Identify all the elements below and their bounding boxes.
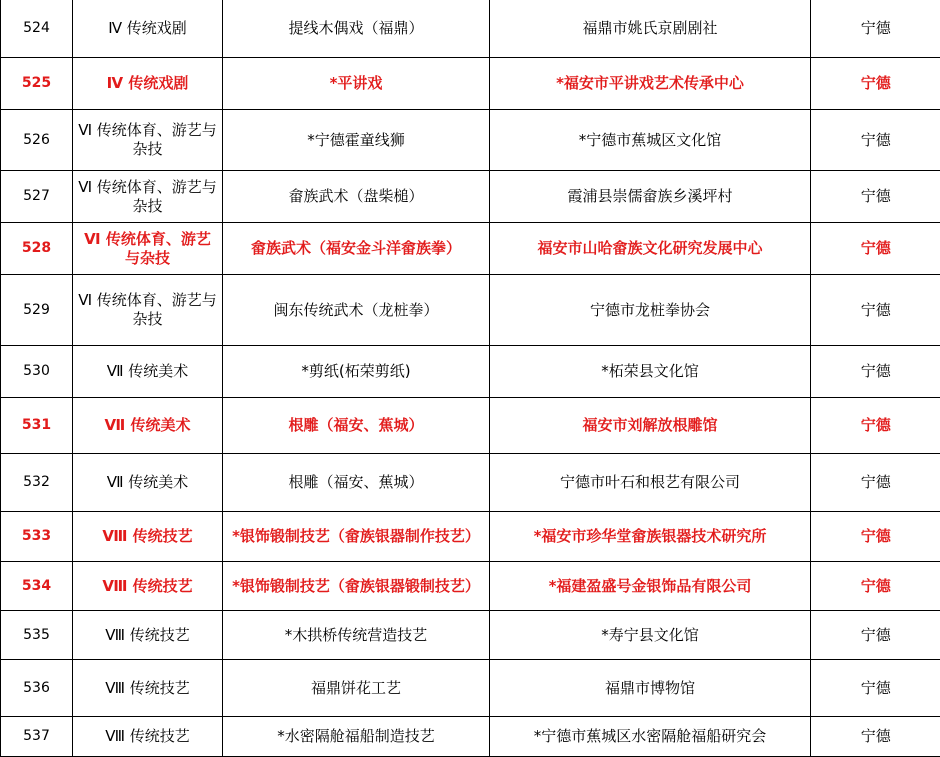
row-number: 527 bbox=[1, 171, 73, 223]
unit-cell: *寿宁县文化馆 bbox=[490, 611, 811, 660]
row-number: 537 bbox=[1, 717, 73, 757]
item-cell: 福鼎饼花工艺 bbox=[223, 660, 490, 717]
region-cell: 宁德 bbox=[811, 58, 940, 110]
category-cell: Ⅷ 传统技艺 bbox=[73, 562, 223, 611]
region-cell: 宁德 bbox=[811, 611, 940, 660]
category-cell: Ⅵ 传统体育、游艺与杂技 bbox=[73, 171, 223, 223]
table-row bbox=[1, 171, 940, 223]
category-cell: Ⅷ 传统技艺 bbox=[73, 512, 223, 562]
table-row bbox=[1, 512, 940, 562]
region-cell: 宁德 bbox=[811, 562, 940, 611]
item-cell: 根雕（福安、蕉城） bbox=[223, 398, 490, 454]
row-number: 533 bbox=[1, 512, 73, 562]
row-number: 525 bbox=[1, 58, 73, 110]
region-cell: 宁德 bbox=[811, 717, 940, 757]
table-row bbox=[1, 58, 940, 110]
category-cell: Ⅶ 传统美术 bbox=[73, 346, 223, 398]
item-cell: 根雕（福安、蕉城） bbox=[223, 454, 490, 512]
table-row bbox=[1, 346, 940, 398]
region-cell: 宁德 bbox=[811, 223, 940, 275]
category-cell: Ⅳ 传统戏剧 bbox=[73, 58, 223, 110]
region-cell: 宁德 bbox=[811, 110, 940, 171]
item-cell: *木拱桥传统营造技艺 bbox=[223, 611, 490, 660]
table-row bbox=[1, 0, 940, 58]
unit-cell: *福安市平讲戏艺术传承中心 bbox=[490, 58, 811, 110]
table-row bbox=[1, 717, 940, 757]
unit-cell: 福鼎市姚氏京剧剧社 bbox=[490, 0, 811, 58]
table-row bbox=[1, 223, 940, 275]
region-cell: 宁德 bbox=[811, 398, 940, 454]
table-row bbox=[1, 275, 940, 346]
region-cell: 宁德 bbox=[811, 660, 940, 717]
item-cell: 闽东传统武术（龙桩拳） bbox=[223, 275, 490, 346]
row-number: 535 bbox=[1, 611, 73, 660]
row-number: 532 bbox=[1, 454, 73, 512]
region-cell: 宁德 bbox=[811, 0, 940, 58]
row-number: 529 bbox=[1, 275, 73, 346]
unit-cell: 宁德市叶石和根艺有限公司 bbox=[490, 454, 811, 512]
unit-cell: *柘荣县文化馆 bbox=[490, 346, 811, 398]
item-cell: 提线木偶戏（福鼎） bbox=[223, 0, 490, 58]
region-cell: 宁德 bbox=[811, 454, 940, 512]
item-cell: *银饰锻制技艺（畲族银器锻制技艺） bbox=[223, 562, 490, 611]
table-row bbox=[1, 562, 940, 611]
row-number: 524 bbox=[1, 0, 73, 58]
region-cell: 宁德 bbox=[811, 275, 940, 346]
category-cell: Ⅷ 传统技艺 bbox=[73, 611, 223, 660]
row-number: 526 bbox=[1, 110, 73, 171]
row-number: 528 bbox=[1, 223, 73, 275]
row-number: 530 bbox=[1, 346, 73, 398]
unit-cell: *宁德市蕉城区文化馆 bbox=[490, 110, 811, 171]
category-cell: Ⅷ 传统技艺 bbox=[73, 717, 223, 757]
table-row bbox=[1, 454, 940, 512]
item-cell: *水密隔舱福船制造技艺 bbox=[223, 717, 490, 757]
category-cell: Ⅵ 传统体育、游艺与杂技 bbox=[73, 275, 223, 346]
table-row bbox=[1, 110, 940, 171]
category-cell: Ⅶ 传统美术 bbox=[73, 398, 223, 454]
row-number: 536 bbox=[1, 660, 73, 717]
unit-cell: *福建盈盛号金银饰品有限公司 bbox=[490, 562, 811, 611]
table-row bbox=[1, 611, 940, 660]
category-cell: Ⅶ 传统美术 bbox=[73, 454, 223, 512]
item-cell: *平讲戏 bbox=[223, 58, 490, 110]
category-cell: Ⅷ 传统技艺 bbox=[73, 660, 223, 717]
table-row bbox=[1, 660, 940, 717]
region-cell: 宁德 bbox=[811, 171, 940, 223]
row-number: 531 bbox=[1, 398, 73, 454]
unit-cell: 福鼎市博物馆 bbox=[490, 660, 811, 717]
category-cell: Ⅵ 传统体育、游艺与杂技 bbox=[73, 223, 223, 275]
unit-cell: *宁德市蕉城区水密隔舱福船研究会 bbox=[490, 717, 811, 757]
item-cell: 畲族武术（福安金斗洋畲族拳） bbox=[223, 223, 490, 275]
region-cell: 宁德 bbox=[811, 512, 940, 562]
item-cell: 畲族武术（盘柴槌） bbox=[223, 171, 490, 223]
unit-cell: 福安市刘解放根雕馆 bbox=[490, 398, 811, 454]
category-cell: Ⅵ 传统体育、游艺与杂技 bbox=[73, 110, 223, 171]
unit-cell: 霞浦县崇儒畲族乡溪坪村 bbox=[490, 171, 811, 223]
item-cell: *宁德霍童线狮 bbox=[223, 110, 490, 171]
category-cell: Ⅳ 传统戏剧 bbox=[73, 0, 223, 58]
item-cell: *剪纸(柘荣剪纸) bbox=[223, 346, 490, 398]
item-cell: *银饰锻制技艺（畲族银器制作技艺） bbox=[223, 512, 490, 562]
unit-cell: *福安市珍华堂畲族银器技术研究所 bbox=[490, 512, 811, 562]
row-number: 534 bbox=[1, 562, 73, 611]
unit-cell: 福安市山哈畲族文化研究发展中心 bbox=[490, 223, 811, 275]
region-cell: 宁德 bbox=[811, 346, 940, 398]
unit-cell: 宁德市龙桩拳协会 bbox=[490, 275, 811, 346]
table-row bbox=[1, 398, 940, 454]
